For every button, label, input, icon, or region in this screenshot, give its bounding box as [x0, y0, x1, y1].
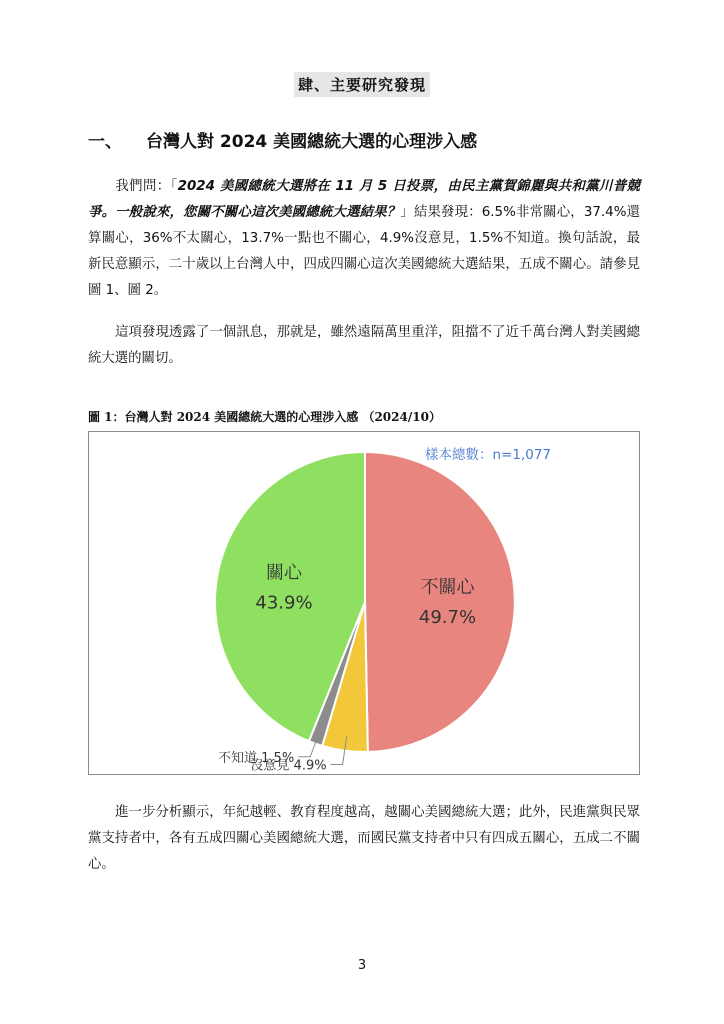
- pie-label-no-opinion: 沒意見 4.9%: [250, 758, 327, 774]
- heading-title: 台灣人對 2024 美國總統大選的心理涉入感: [146, 132, 478, 152]
- figure-caption: 圖 1：台灣人對 2024 美國總統大選的心理涉入感 （2024/10）: [88, 410, 441, 424]
- paragraph-2-text: 這項發現透露了一個訊息，那就是，雖然遠隔萬里重洋，阻擋不了近千萬台灣人對美國總統大選的關切。: [88, 325, 640, 366]
- paragraph-1: [88, 174, 640, 304]
- pie-slice-not-concerned: [365, 452, 515, 752]
- section-title-text: 肆、主要研究發現: [294, 72, 430, 97]
- pie-label-concerned-value: 43.9%: [255, 592, 313, 614]
- sample-size-note: 樣本總數：n=1,077: [424, 447, 551, 463]
- pie-label-not-concerned-name: 不關心: [420, 577, 475, 599]
- pie-label-not-concerned-value: 49.7%: [418, 607, 477, 629]
- paragraph-1-lead: 我們問：「: [115, 179, 178, 194]
- survey-question: 2024 美國總統大選將在 11 月 5 日投票，由民主黨賀錦麗與共和黨川普競爭。一般說來，您關不關心這次美國總統大選結果？: [88, 179, 640, 220]
- paragraph-3: [88, 800, 640, 878]
- paragraph-3-text: 進一步分析顯示，年紀越輕、教育程度越高，越關心美國總統大選；此外，民進黨與民眾黨支持者中，各有五成四關心美國總統大選，而國民黨支持者中只有四成五關心，五成二不關心。: [88, 805, 640, 872]
- paragraph-1-rest: 」結果發現：6.5%非常關心，37.4%還算關心，36%不太關心，13.7%一點也不關心，4.9%沒意見，1.5%不知道。換句話說，最新民意顯示，二十歲以上台灣人中，四成四關心這次美國總統大選結果，五成不關心。請參見圖 1、圖 2。: [88, 205, 641, 298]
- section-title: [0, 72, 724, 97]
- section-heading: [88, 127, 477, 152]
- heading-number: 一、: [88, 132, 122, 152]
- pie-chart-box: [88, 431, 640, 775]
- pie-label-dont-know: 不知道 1.5%: [218, 750, 295, 766]
- pie-chart: [89, 432, 639, 774]
- page-number: 3: [357, 958, 367, 973]
- paragraph-2: [88, 320, 640, 372]
- pie-label-concerned-name: 關心: [266, 562, 302, 584]
